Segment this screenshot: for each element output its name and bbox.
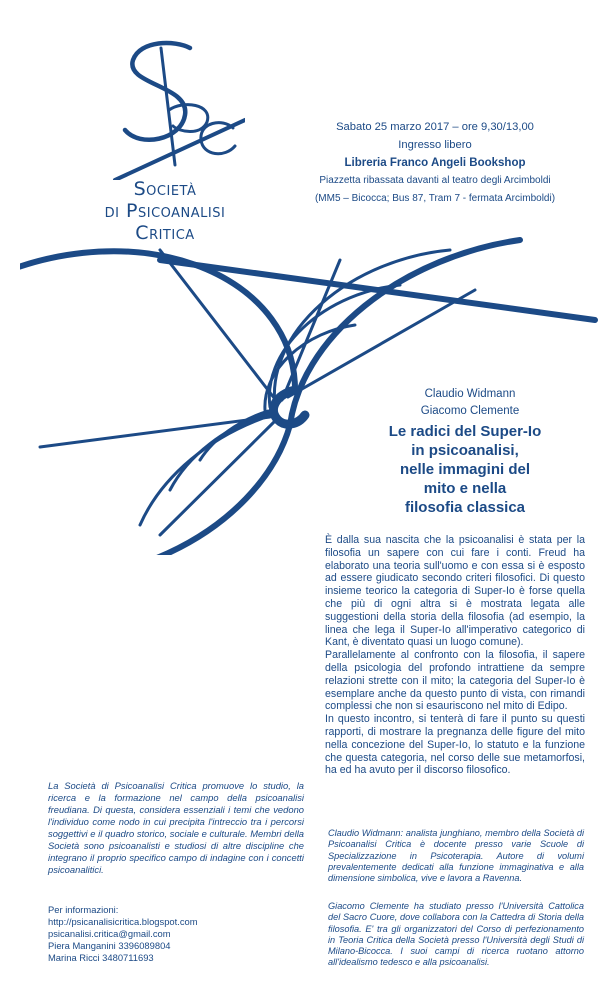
abstract-paragraph: È dalla sua nascita che la psicoanalisi è stata per la filosofia un sapere con cui fare i conti. Freud ha elaborato una teoria sull'uomo e con essa si è esposto ad essere giudicato secondo criteri filosofici. Di questo insieme teorico la categoria di Super-Io è forse quella che più di ogni altra si è mostrata legata alle suggestioni della storia della filosofia (ad esempio, la linea che lega il Super-Io all'imperativo categorico di Kant, è diventato quasi un luogo comune). <box>325 534 585 649</box>
bio-clemente: Giacomo Clemente ha studiato presso l'Università Cattolica del Sacro Cuore, dove collabora con la Cattedra di Storia della filosofia. E' tra gli organizzatori del Corso di perfezionamento in Teoria Critica della Società presso l'Università degli Studi di Milano-Bicocca. I suoi campi di ricerca ruotano attorno all'idealismo tedesco e alla psicoanalisi. <box>328 901 584 968</box>
contact-email-link[interactable]: psicanalisi.critica@gmail.com <box>48 928 171 939</box>
bio-widmann: Claudio Widmann: analista junghiano, membro della Società di Psicoanalisi Critica è docente presso varie Scuole di Specializzazione in Psicoterapia. Autore di volumi prevalentemente dedicati alla funzione immaginativa e alla dimensione simbolica, vive e lavora a Ravenna. <box>328 828 584 884</box>
contacts-heading: Per informazioni: <box>48 904 119 915</box>
abstract-paragraph: In questo incontro, si tenterà di fare il punto su questi rapporti, di mostrare la pregnanza delle figure del mito nella concezione del Super-Io, lo statuto e la funzione che questa categoria, nel corso delle sue metamorfosi, ha ed ha avuto per il discorso filosofico. <box>325 713 585 777</box>
talk-title-line: filosofia classica <box>404 499 526 516</box>
speaker-clemente: Giacomo Clemente <box>420 405 520 417</box>
society-name-line3: Critica <box>135 222 195 244</box>
contact-website-link[interactable]: http://psicanalisicritica.blogspot.com <box>48 916 198 927</box>
society-name-line2: di Psicoanalisi <box>104 200 226 222</box>
society-name-line1: Società <box>133 178 197 200</box>
abstract-text <box>325 534 585 777</box>
contacts <box>48 904 308 964</box>
society-logo-monogram <box>95 30 245 180</box>
talk-title-line: in psicoanalisi, <box>411 442 519 459</box>
talk-title-line: mito e nella <box>423 480 507 497</box>
talk-title-line: Le radici del Super-Io <box>388 423 542 440</box>
event-transport: (MM5 – Bicocca; Bus 87, Tram 7 - fermata Arcimboldi) <box>314 193 556 204</box>
event-address: Piazzetta ribassata davanti al teatro degli Arcimboldi <box>319 175 551 186</box>
event-info <box>300 118 570 208</box>
contact-person: Piera Manganini 3396089804 <box>48 940 171 951</box>
society-description: La Società di Psicoanalisi Critica promuove lo studio, la ricerca e la formazione nel campo della psicoanalisi freudiana. Di questa, considera essenziali i temi che vedono l'individuo come nodo in cui precipita l'intreccio tra i percorsi soggettivi e il quadro storico, sociale e culturale. Membri della Società sono psicoanalisti e studiosi di altre discipline che integrano il proprio specifico campo di indagine con i concetti psicoanalitici. <box>48 780 304 875</box>
talk-title-line: nelle immagini del <box>399 461 531 478</box>
abstract-paragraph: Parallelamente al confronto con la filosofia, il sapere della psicologia del profondo intrattiene da sempre relazioni strette con il mito; la categoria del Super-Io è esemplare anche da questo punto di vista, con rimandi complessi che non si esauriscono nel mito di Edipo. <box>325 649 585 713</box>
event-venue: Libreria Franco Angeli Bookshop <box>344 157 526 169</box>
event-date-time: Sabato 25 marzo 2017 – ore 9,30/13,00 <box>336 121 534 133</box>
speaker-widmann: Claudio Widmann <box>424 388 516 400</box>
talk-title <box>340 422 590 517</box>
contact-person: Marina Ricci 3480711693 <box>48 952 154 963</box>
event-entry: Ingresso libero <box>398 139 472 151</box>
speakers <box>380 386 560 420</box>
